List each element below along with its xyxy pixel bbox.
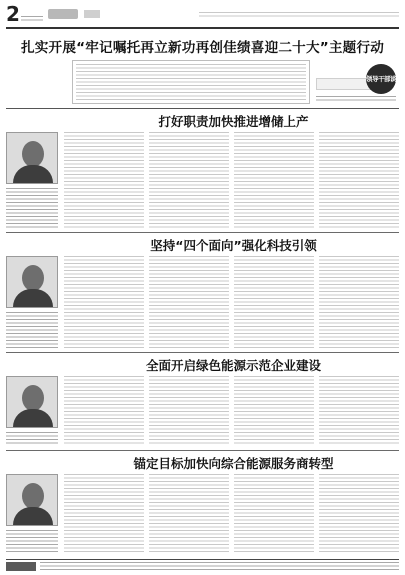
article-column: [234, 474, 314, 554]
author-portrait: [6, 376, 58, 428]
article-column: [319, 474, 399, 554]
portrait-body: [13, 165, 53, 184]
article-column: [149, 256, 229, 348]
portrait-body: [13, 289, 53, 308]
article-headline: 全面开启绿色能源示范企业建设: [145, 358, 321, 373]
newspaper-logo: [48, 9, 78, 19]
article-column: [64, 376, 144, 446]
article-column: [64, 474, 144, 554]
article-column: [149, 132, 229, 228]
column-seal: 领导干部谈: [366, 64, 396, 94]
article-column: [234, 376, 314, 446]
article-column: [64, 256, 144, 348]
author-portrait: [6, 256, 58, 308]
section-divider: [6, 450, 399, 451]
portrait-head: [22, 141, 44, 167]
author-bio: [6, 530, 58, 554]
article-column: [149, 376, 229, 446]
article-section: [6, 356, 399, 448]
article-section: [6, 236, 399, 350]
portrait-head: [22, 265, 44, 291]
article-column: [64, 132, 144, 228]
portrait-head: [22, 483, 44, 509]
page-number: 2: [6, 2, 20, 26]
article-section: [6, 112, 399, 230]
article-headline: 坚持“四个面向”强化科技引领: [150, 238, 317, 253]
section-divider: [6, 232, 399, 233]
article-column: [319, 376, 399, 446]
issue-date-text: [21, 16, 43, 22]
portrait-body: [13, 409, 53, 428]
portrait-head: [22, 385, 44, 411]
author-portrait: [6, 132, 58, 184]
article-column: [234, 256, 314, 348]
column-emblem: [316, 60, 398, 106]
article-column: [149, 474, 229, 554]
article-column: [319, 132, 399, 228]
author-bio: [6, 312, 58, 348]
editor-note-box: [72, 60, 310, 104]
footer-rule: [6, 559, 399, 560]
author-portrait: [6, 474, 58, 526]
editor-note-text: [76, 64, 306, 100]
banner-title: 扎实开展“牢记嘱托再立新功再创佳绩喜迎二十大”主题行动: [20, 40, 385, 56]
section-divider: [6, 352, 399, 353]
article-column: [319, 256, 399, 348]
author-bio: [6, 432, 58, 446]
footer-note-text: [40, 562, 399, 571]
author-bio: [6, 188, 58, 228]
article-headline: 打好职责加快推进增储上产: [158, 114, 309, 129]
masthead-rule: [6, 27, 399, 29]
portrait-body: [13, 507, 53, 526]
emblem-caption: [316, 96, 396, 101]
article-column: [234, 132, 314, 228]
masthead: [6, 4, 399, 26]
masthead-info-line: [199, 12, 399, 18]
section-label: [84, 10, 100, 18]
article-headline: 锚定目标加快向综合能源服务商转型: [133, 456, 334, 471]
footer-label-block: [6, 562, 36, 571]
article-section: [6, 454, 399, 556]
banner-rule: [6, 108, 399, 109]
